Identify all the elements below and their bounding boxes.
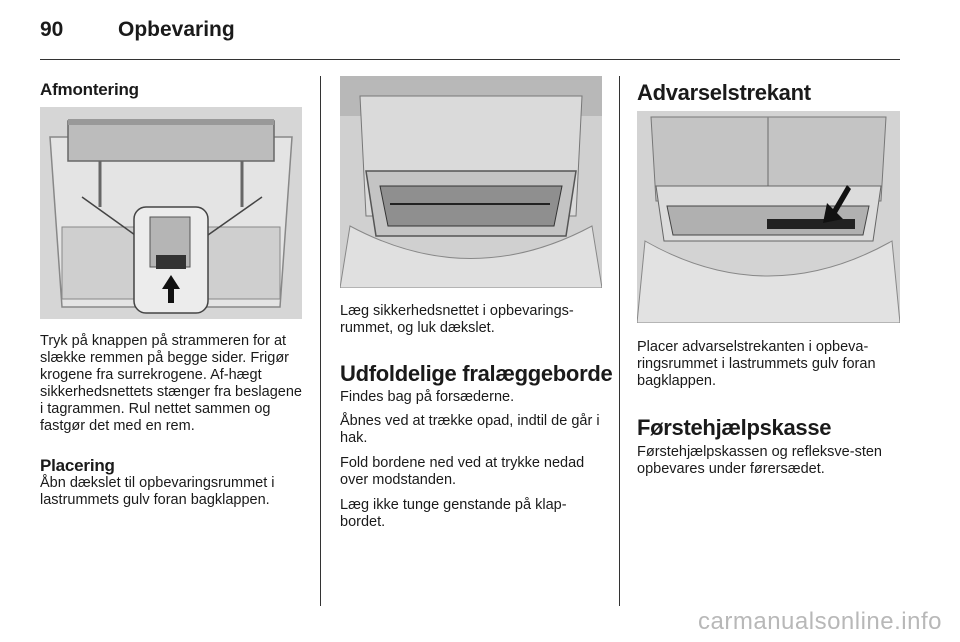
heading-afmontering: Afmontering	[40, 80, 139, 99]
text-warning-triangle: Placer advarselstrekanten i opbeva-ringsrummet i lastrummets gulv foran bagklappen.	[637, 339, 876, 389]
header-rule	[40, 59, 900, 60]
column-divider-2	[619, 76, 620, 606]
text-first-aid: Førstehjælpskassen og refleksve-sten opbevares under førersædet.	[637, 444, 882, 477]
text-tables-warning: Læg ikke tunge genstande på klap-bordet.	[340, 497, 567, 530]
column-divider-1	[320, 76, 321, 606]
text-tables-open: Åbnes ved at trække opad, indtil de går i hak.	[340, 413, 600, 446]
text-placering: Åbn dækslet til opbevaringsrummet i lastrummets gulv foran bagklappen.	[40, 475, 275, 508]
heading-first-aid: Førstehjælpskasse	[637, 415, 832, 440]
text-tables-location: Findes bag på forsæderne.	[340, 389, 515, 405]
page-number: 90	[40, 18, 64, 41]
heading-warning-triangle: Advarselstrekant	[637, 80, 811, 105]
watermark: carmanualsonline.info	[698, 608, 942, 635]
text-tables-close: Fold bordene ned ved at trykke nedad over modstanden.	[340, 455, 585, 488]
text-afmontering: Tryk på knappen på strammeren for at slække remmen på begge sider. Frigør krogene fra surrekrogene. Af-hægt sikkerhedsnettets stænger fra beslagene i tagrammen. Rul nettet sammen og fastgør det med en rem.	[40, 333, 302, 434]
text-net-storage: Læg sikkerhedsnettet i opbevarings-rummet, og luk dækslet.	[340, 303, 574, 336]
page-title: Opbevaring	[118, 18, 235, 41]
figure-net-removal	[40, 107, 302, 319]
figure-storage-compartment	[340, 76, 602, 288]
heading-placering: Placering	[40, 456, 115, 475]
figure-warning-triangle	[637, 111, 900, 323]
page-header	[40, 18, 235, 48]
heading-fold-tables: Udfoldelige fralæggeborde	[340, 361, 613, 386]
